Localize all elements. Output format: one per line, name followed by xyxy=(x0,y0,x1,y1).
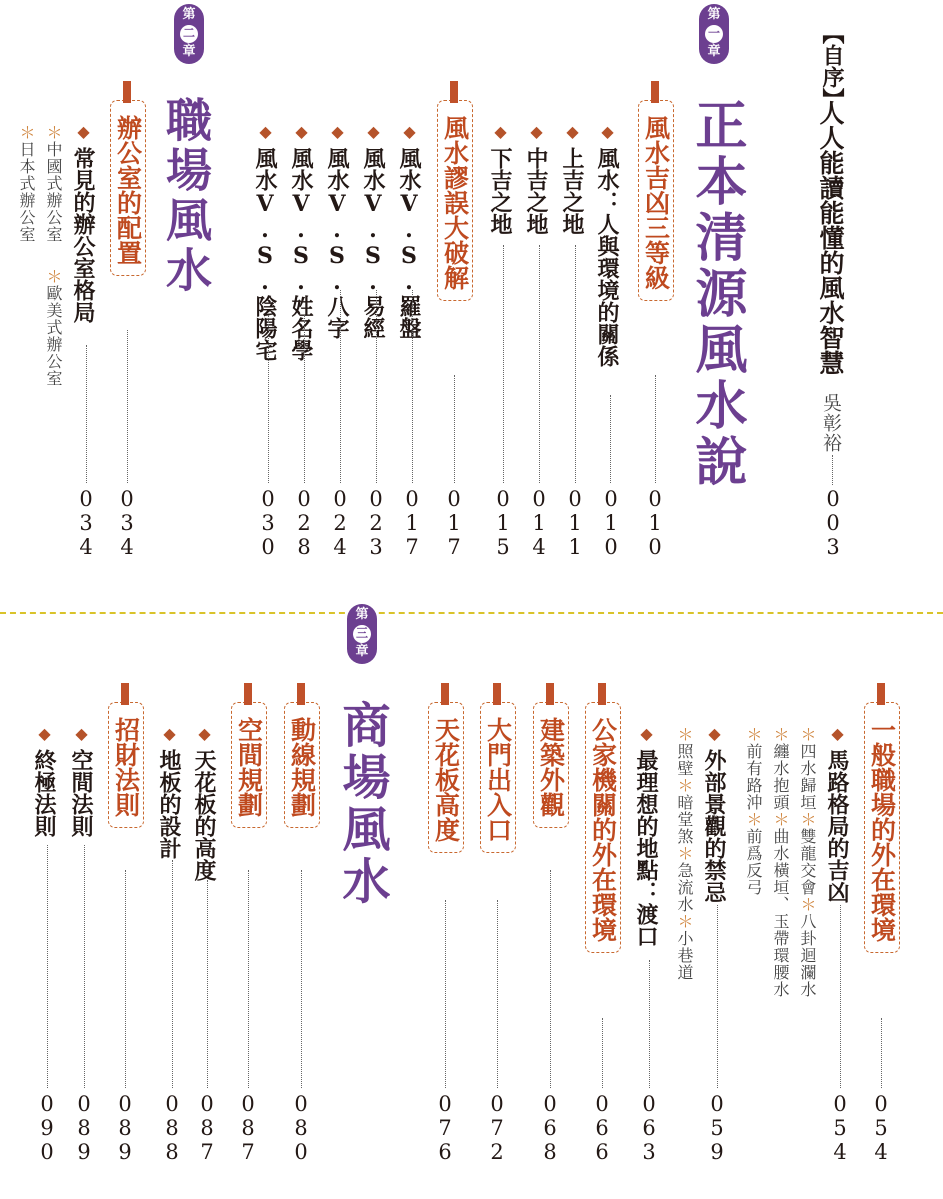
page-number: 063 xyxy=(637,1092,661,1164)
section-tab xyxy=(297,683,305,705)
page-number: 087 xyxy=(236,1092,260,1164)
chapter-1-title[interactable]: 正本清源風水說 xyxy=(686,98,746,490)
section-tab xyxy=(651,81,659,103)
section-tab xyxy=(598,683,606,705)
chapter-2-badge: 第 二 章 xyxy=(174,4,204,64)
section-heading[interactable] xyxy=(437,100,473,301)
section-heading[interactable] xyxy=(585,702,621,953)
section-heading[interactable] xyxy=(480,702,516,853)
section-title: 辦公室的配置 xyxy=(113,115,143,265)
page-number: 054 xyxy=(828,1092,852,1164)
section-title: 風水謬誤大破解 xyxy=(440,115,470,290)
page-number: 034 xyxy=(74,487,98,559)
toc-entry[interactable]: ◆外部景觀的禁忌 xyxy=(701,724,727,903)
leader-dots xyxy=(503,245,504,483)
section-title: 一般職場的外在環境 xyxy=(867,717,897,942)
toc-entry[interactable]: ◆常見的辦公室格局 xyxy=(70,122,96,323)
page-number: 010 xyxy=(599,487,623,559)
leader-dots xyxy=(445,900,446,1088)
page-number: 023 xyxy=(364,487,388,559)
section-tab xyxy=(493,683,501,705)
sub-item: ＊日本式辦公室 xyxy=(17,124,36,243)
sub-item: ＊中國式辦公室 ＊歐美式辦公室 xyxy=(44,124,63,387)
sub-item: ＊照壁＊暗堂煞＊急流水＊小巷道 xyxy=(675,726,694,981)
section-heading[interactable] xyxy=(864,702,900,953)
page-number: 059 xyxy=(705,1092,729,1164)
leader-dots xyxy=(86,345,87,483)
section-heading[interactable] xyxy=(533,702,569,828)
leader-dots xyxy=(881,1018,882,1088)
page-number: 003 xyxy=(821,487,845,559)
page-number: 072 xyxy=(485,1092,509,1164)
leader-dots xyxy=(649,960,650,1088)
section-tab xyxy=(244,683,252,705)
toc-entry[interactable]: ◆中吉之地 xyxy=(523,122,549,235)
toc-entry[interactable]: ◆天花板的高度 xyxy=(191,724,217,881)
leader-dots xyxy=(550,870,551,1088)
toc-entry[interactable]: ◆風水V.S.陰陽宅 xyxy=(252,122,278,361)
toc-entry[interactable]: ◆上吉之地 xyxy=(559,122,585,235)
leader-dots xyxy=(304,315,305,483)
section-tab xyxy=(546,683,554,705)
toc-entry[interactable]: ◆風水V.S.姓名學 xyxy=(288,122,314,361)
toc-entry[interactable]: ◆風水V.S.八字 xyxy=(324,122,350,339)
toc-entry[interactable]: ◆終極法則 xyxy=(31,724,57,837)
page-number: 024 xyxy=(328,487,352,559)
leader-dots xyxy=(301,870,302,1088)
page-number: 011 xyxy=(563,487,587,559)
sub-item: ＊四水歸垣＊雙龍交會＊八卦迴瀾水 xyxy=(798,726,817,998)
page-number: 090 xyxy=(35,1092,59,1164)
page-number: 068 xyxy=(538,1092,562,1164)
leader-dots xyxy=(717,905,718,1088)
preface-title[interactable]: 人人能讀能懂的風水智慧 xyxy=(816,100,845,375)
toc-entry[interactable]: ◆風水：人與環境的關係 xyxy=(594,122,620,367)
section-tab xyxy=(121,683,129,705)
leader-dots xyxy=(832,455,833,485)
section-tab xyxy=(450,81,458,103)
toc-entry[interactable]: ◆馬路格局的吉凶 xyxy=(824,724,850,903)
section-title: 風水吉凶三等級 xyxy=(641,115,671,290)
divider xyxy=(0,612,943,614)
section-title: 動線規劃 xyxy=(287,717,317,817)
leader-dots xyxy=(412,290,413,483)
chapter-1-badge: 第 一 章 xyxy=(699,4,729,64)
leader-dots xyxy=(340,290,341,483)
leader-dots xyxy=(127,330,128,483)
section-tab xyxy=(441,683,449,705)
page-number: 010 xyxy=(643,487,667,559)
leader-dots xyxy=(84,845,85,1088)
page-number: 087 xyxy=(195,1092,219,1164)
section-heading[interactable] xyxy=(284,702,320,828)
page-number: 014 xyxy=(527,487,551,559)
toc-entry[interactable]: ◆地板的設計 xyxy=(156,724,182,859)
page-number: 089 xyxy=(113,1092,137,1164)
page-number: 017 xyxy=(400,487,424,559)
section-title: 公家機關的外在環境 xyxy=(588,717,618,942)
page-number: 076 xyxy=(433,1092,457,1164)
page-number: 080 xyxy=(289,1092,313,1164)
section-title: 大門出入口 xyxy=(483,717,513,842)
chapter-3-badge: 第 三 章 xyxy=(347,604,377,664)
toc-entry[interactable]: ◆下吉之地 xyxy=(487,122,513,235)
preface-author: 吳彰裕 xyxy=(820,393,842,453)
toc-entry[interactable]: ◆空間法則 xyxy=(68,724,94,837)
section-tab xyxy=(877,683,885,705)
toc-entry[interactable]: ◆最理想的地點：渡口 xyxy=(633,724,659,947)
leader-dots xyxy=(207,880,208,1088)
leader-dots xyxy=(575,245,576,483)
sub-item: ＊纏水抱頭＊曲水橫垣、玉帶環腰水 xyxy=(771,726,790,998)
page-number: 089 xyxy=(72,1092,96,1164)
page-number: 015 xyxy=(491,487,515,559)
page-number: 030 xyxy=(256,487,280,559)
leader-dots xyxy=(497,900,498,1088)
leader-dots xyxy=(454,375,455,483)
leader-dots xyxy=(172,860,173,1088)
leader-dots xyxy=(268,315,269,483)
chapter-2-title[interactable]: 職場風水 xyxy=(159,96,213,296)
preface-tag: 【自序】 xyxy=(819,22,845,110)
leader-dots xyxy=(840,905,841,1088)
leader-dots xyxy=(376,290,377,483)
toc-entry[interactable]: ◆風水V.S.易經 xyxy=(360,122,386,339)
leader-dots xyxy=(655,375,656,483)
section-title: 天花板高度 xyxy=(431,717,461,842)
sub-item: ＊前有路沖＊前爲反弓 xyxy=(744,726,763,896)
section-heading[interactable] xyxy=(110,100,146,276)
leader-dots xyxy=(248,870,249,1088)
toc-entry[interactable]: ◆風水V.S.羅盤 xyxy=(396,122,422,339)
section-heading[interactable] xyxy=(108,702,144,828)
section-title: 建築外觀 xyxy=(536,717,566,817)
page-number: 017 xyxy=(442,487,466,559)
section-heading[interactable] xyxy=(638,100,674,301)
page-number: 028 xyxy=(292,487,316,559)
page-number: 034 xyxy=(115,487,139,559)
section-tab xyxy=(123,81,131,103)
page-number: 088 xyxy=(160,1092,184,1164)
chapter-3-title[interactable]: 商場風水 xyxy=(334,700,390,908)
section-title: 招財法則 xyxy=(111,717,141,817)
leader-dots xyxy=(47,845,48,1088)
section-heading[interactable] xyxy=(231,702,267,828)
leader-dots xyxy=(602,1018,603,1088)
leader-dots xyxy=(125,870,126,1088)
page-number: 066 xyxy=(590,1092,614,1164)
page-number: 054 xyxy=(869,1092,893,1164)
section-title: 空間規劃 xyxy=(234,717,264,817)
section-heading[interactable] xyxy=(428,702,464,853)
leader-dots xyxy=(539,245,540,483)
leader-dots xyxy=(610,395,611,483)
